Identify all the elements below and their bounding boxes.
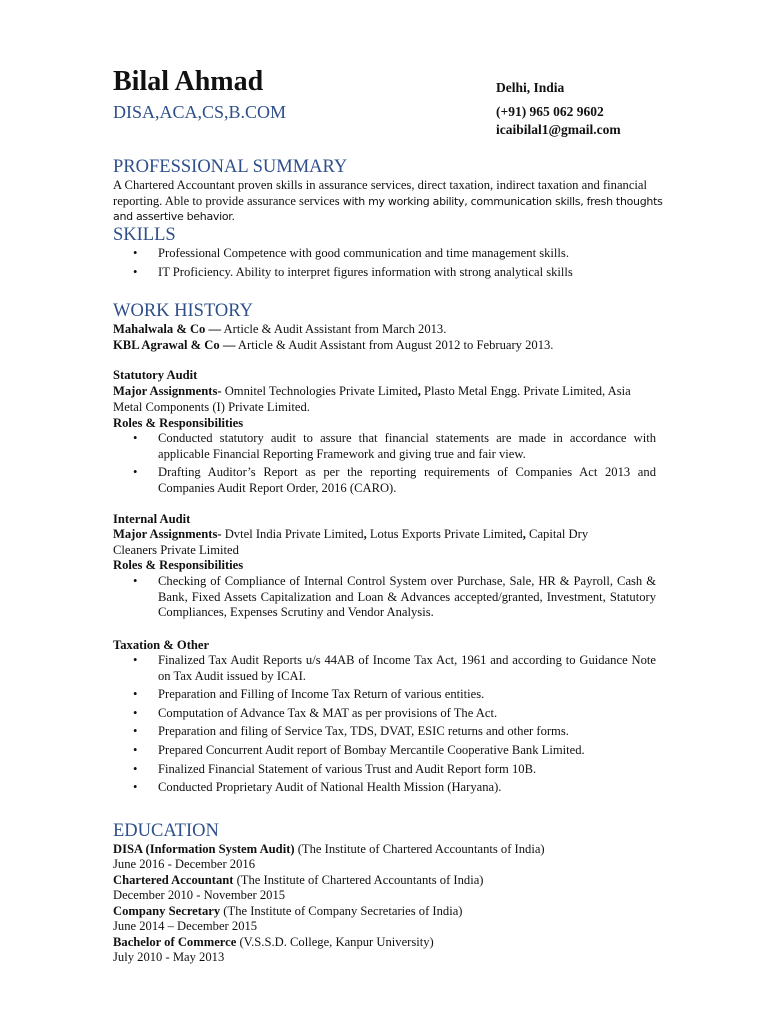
summary-heading: PROFESSIONAL SUMMARY xyxy=(113,157,348,177)
summary-text-part-1: A Chartered Accountant proven skills in assurance services, direct taxation, indirect taxation and financial reporting. Able to provide assurance services xyxy=(113,178,648,208)
taxation-list xyxy=(113,653,656,799)
taxation-item xyxy=(113,743,656,759)
skills-list xyxy=(113,246,658,283)
skill-item xyxy=(113,246,658,262)
education-dates: June 2016 - December 2016 xyxy=(113,857,255,871)
skill-text: IT Proficiency. Ability to interpret figures information with strong analytical skills xyxy=(158,264,573,279)
taxation-item xyxy=(113,653,656,684)
internal-roles-label xyxy=(113,558,658,574)
bullet-icon: • xyxy=(133,465,138,480)
taxation-text: Finalized Tax Audit Reports u/s 44AB of Income Tax Act, 1961 and according to Guidance Note on Tax Audit issued by ICAI. xyxy=(158,653,656,683)
taxation-item xyxy=(113,724,656,740)
statutory-title xyxy=(113,368,658,384)
location: Delhi, India xyxy=(496,80,565,95)
skill-text: Professional Competence with good communication and time management skills. xyxy=(158,246,569,260)
taxation-text: Preparation and Filling of Income Tax Return of various entities. xyxy=(158,687,485,702)
email[interactable]: icaibilal1@gmail.com xyxy=(496,122,621,137)
role-text: Conducted statutory audit to assure that financial statements are made in accordance with applicable Financial Reporting Framework and giving true and fair view. xyxy=(158,431,656,461)
bullet-icon: • xyxy=(133,574,138,588)
taxation-text: Prepared Concurrent Audit report of Bombay Mercantile Cooperative Bank Limited. xyxy=(158,742,585,757)
work-heading: WORK HISTORY xyxy=(113,301,253,321)
summary-text-part-2: with my working ability, communication skills, fresh thoughts and assertive behavior. xyxy=(113,194,663,224)
assignment-text: Lotus Exports Private Limited xyxy=(366,527,523,541)
taxation-item xyxy=(113,687,656,703)
job-firm: Mahalwala & Co — xyxy=(113,322,222,336)
internal-title-text: Internal Audit xyxy=(113,512,191,526)
bullet-icon: • xyxy=(133,687,138,702)
credentials: DISA,ACA,CS,B.COM xyxy=(113,102,287,122)
roles-label: Roles & Responsibilities xyxy=(113,416,244,430)
job-role: Article & Audit Assistant from March 2013. xyxy=(221,322,447,336)
education-institution: (The Institute of Chartered Accountants of India) xyxy=(233,873,484,887)
statutory-roles-list xyxy=(113,431,656,499)
taxation-text: Computation of Advance Tax & MAT as per provisions of The Act. xyxy=(158,705,498,720)
summary-text xyxy=(113,178,663,225)
taxation-item xyxy=(113,706,656,722)
taxation-title xyxy=(113,638,658,654)
education-institution: (The Institute of Company Secretaries of India) xyxy=(220,904,463,918)
education-entry xyxy=(113,873,658,889)
assignment-text: Omnitel Technologies Private Limited xyxy=(221,384,418,398)
role-item xyxy=(113,465,656,496)
statutory-title-text: Statutory Audit xyxy=(113,368,198,382)
assignments-label: Major Assignments- xyxy=(113,527,222,541)
assignment-text: Capital Dry Cleaners Private Limited xyxy=(113,527,589,557)
taxation-text: Preparation and filing of Service Tax, TDS, DVAT, ESIC returns and other forms. xyxy=(158,724,569,739)
education-degree: Company Secretary xyxy=(113,904,221,918)
skills-heading: SKILLS xyxy=(113,225,176,245)
education-institution: (The Institute of Chartered Accountants of India) xyxy=(294,842,545,856)
assignment-text: Dvtel India Private Limited xyxy=(221,527,364,541)
taxation-title-text: Taxation & Other xyxy=(113,638,210,652)
roles-label: Roles & Responsibilities xyxy=(113,558,244,572)
job-entry xyxy=(113,338,658,354)
internal-title xyxy=(113,512,658,528)
role-text: Drafting Auditor’s Report as per the reporting requirements of Companies Act 2013 and Companies Audit Report Order, 2016 (CARO). xyxy=(158,465,656,495)
assignment-separator: , xyxy=(522,527,526,541)
education-entry xyxy=(113,935,658,951)
statutory-assignments xyxy=(113,384,638,415)
assignment-separator: , xyxy=(363,527,367,541)
education-institution: (V.S.S.D. College, Kanpur University) xyxy=(236,935,434,949)
job-role: Article & Audit Assistant from August 2012 to February 2013. xyxy=(235,338,554,352)
taxation-item xyxy=(113,762,656,778)
role-item xyxy=(113,431,656,462)
education-entry xyxy=(113,904,658,920)
job-entry xyxy=(113,322,658,338)
skill-item xyxy=(113,265,658,281)
bullet-icon: • xyxy=(133,264,138,279)
internal-roles-list xyxy=(113,574,656,624)
bullet-icon: • xyxy=(133,724,138,739)
education-entry xyxy=(113,842,658,858)
bullet-icon: • xyxy=(133,431,138,445)
assignments-label: Major Assignments- xyxy=(113,384,222,398)
assignment-text: Plasto Metal Engg. Private Limited, Asia Metal Components (I) Private Limited. xyxy=(113,384,631,414)
assignment-separator: , xyxy=(417,384,421,398)
role-text: Checking of Compliance of Internal Control System over Purchase, Sale, HR & Payroll, Cash & Bank, Fixed Assets Capitalization and Loan & Advances accepted/granted, Investment, Statutory Compliances, Expenses Scrutiny and Vendor Analysis. xyxy=(158,574,656,620)
internal-assignments xyxy=(113,527,623,558)
taxation-item xyxy=(113,780,656,796)
bullet-icon: • xyxy=(133,742,138,757)
education-dates: June 2014 – December 2015 xyxy=(113,919,258,933)
statutory-roles-label xyxy=(113,416,658,432)
job-firm: KBL Agrawal & Co — xyxy=(113,338,236,352)
education-dates: July 2010 - May 2013 xyxy=(113,950,225,964)
education-dates: December 2010 - November 2015 xyxy=(113,888,286,902)
education-degree: DISA (Information System Audit) xyxy=(113,842,295,856)
taxation-text: Finalized Financial Statement of various Trust and Audit Report form 10B. xyxy=(158,761,537,776)
bullet-icon: • xyxy=(133,653,138,667)
candidate-name: Bilal Ahmad xyxy=(113,66,264,97)
taxation-text: Conducted Proprietary Audit of National Health Mission (Haryana). xyxy=(158,780,502,795)
phone: (+91) 965 062 9602 xyxy=(496,104,604,119)
education-degree: Chartered Accountant xyxy=(113,873,234,887)
bullet-icon: • xyxy=(133,761,138,776)
education-degree: Bachelor of Commerce xyxy=(113,935,237,949)
bullet-icon: • xyxy=(133,246,138,260)
bullet-icon: • xyxy=(133,780,138,795)
education-heading: EDUCATION xyxy=(113,821,219,841)
role-item xyxy=(113,574,656,621)
bullet-icon: • xyxy=(133,705,138,720)
